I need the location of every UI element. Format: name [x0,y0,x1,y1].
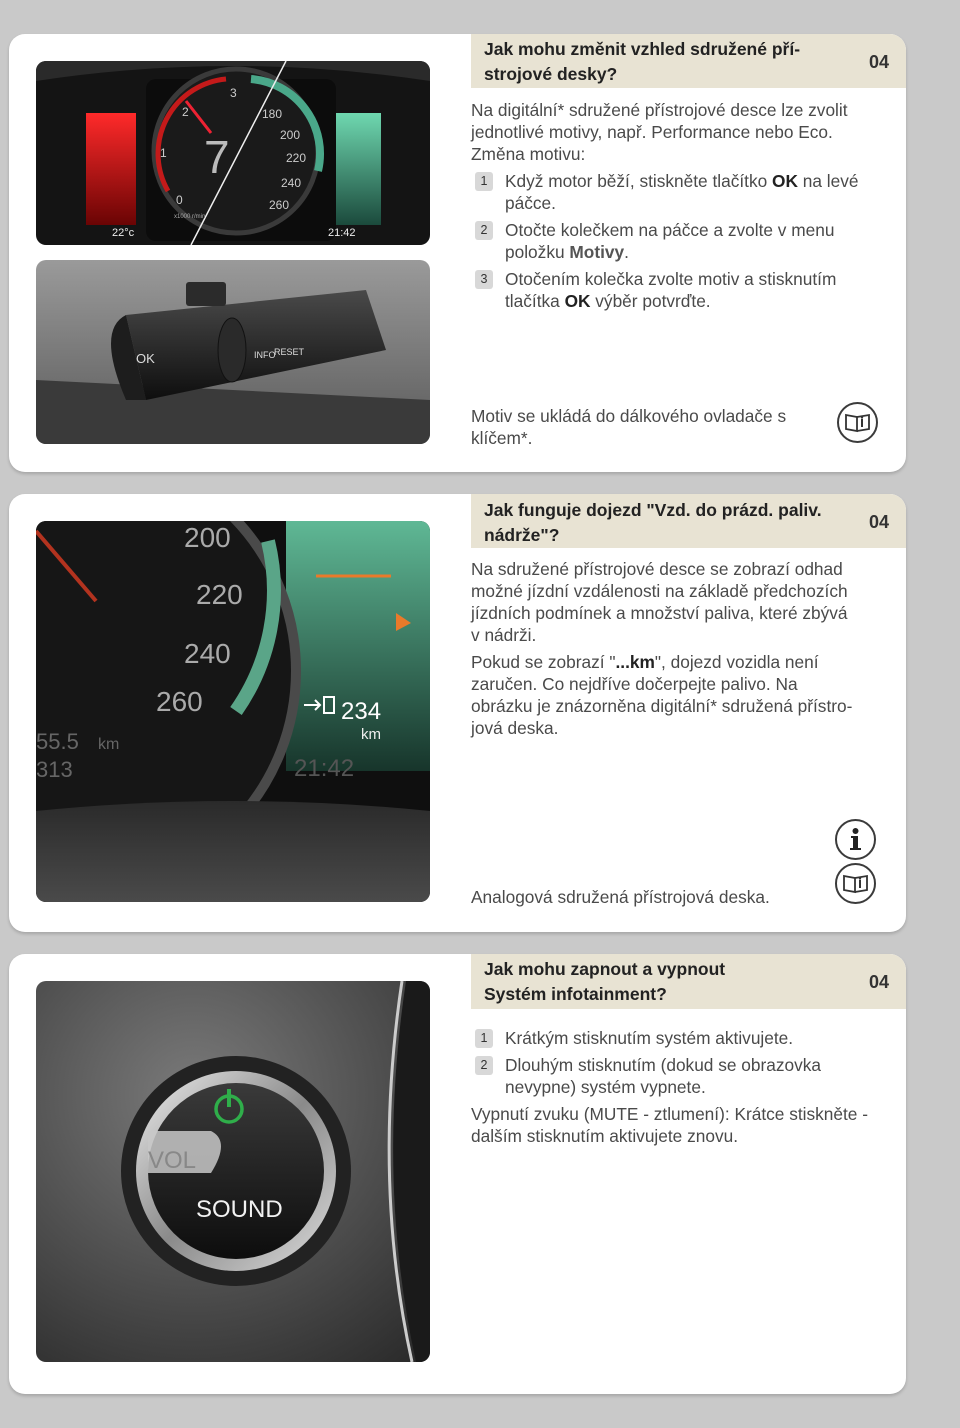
body-line: obrázku je znázorněna digitální* sdružená přístro- [471,696,853,716]
intro-line: jednotlivé motivy, např. Performance nebo Eco. [471,122,833,142]
speed-tick: 260 [156,686,203,717]
section-title-line: strojové desky? [484,64,618,84]
range-value: 234 [341,698,382,725]
rpm-tick: 0 [176,193,183,207]
odometer-value: 313 [36,757,73,782]
step-item [471,1054,891,1098]
body-line: v nádrži. [471,625,537,645]
trip-unit: km [98,736,120,753]
step-keyword: OK [772,171,798,191]
speed-tick: 240 [184,638,231,669]
step-text: Dlouhým stisknutím (dokud se obrazovka nevypne) systém vypnete. [505,1055,821,1097]
step-keyword: OK [564,291,591,311]
clock-readout: 21:42 [294,755,355,782]
step-item [471,170,891,214]
change-label: Změna motivu: [471,144,586,164]
image-caption: Analogová sdružená přístrojová deska. [471,887,770,907]
range-unit: km [361,726,381,743]
speed-tick: 240 [281,176,302,190]
body-line: možné jízdní vzdálenosti na základě předchozích [471,581,848,601]
temperature-readout: 22°c [112,227,135,239]
speed-tick: 180 [262,107,283,121]
manual-icon[interactable] [837,402,878,443]
rpm-tick: 3 [230,86,237,100]
section-title-line: Jak mohu změnit vzhled sdružené pří- [484,39,801,59]
step-text: Otočte kolečkem na páčce a zvolte v menu položku [505,220,835,262]
info-icon[interactable] [835,819,876,860]
step-keyword: Motivy [569,242,625,262]
section-card-range [9,494,906,932]
section-header [471,34,906,88]
range-display-image [36,521,430,902]
speed-tick: 220 [196,579,243,610]
body-keyword: ...km [615,652,655,672]
step-number: 1 [475,172,493,191]
step-text: Krátkým stisknutím systém aktivujete. [505,1028,794,1048]
sound-label: SOUND [196,1196,283,1223]
chapter-number: 04 [868,52,889,72]
clock-readout: 21:42 [328,227,356,239]
digital-cluster-image [36,61,430,245]
body-text: Pokud se zobrazí " [471,652,616,672]
step-number: 2 [475,1056,493,1075]
mute-text: dalším stisknutím aktivujete znovu. [471,1126,739,1146]
step-number: 1 [475,1029,493,1048]
body-line: zaručen. Co nejdříve dočerpejte palivo. Na [471,674,798,694]
power-knob-image [36,981,430,1362]
step-item [471,219,891,263]
rpm-tick: 2 [182,105,189,119]
speed-tick: 200 [184,522,231,553]
body-line: jová deska. [471,718,559,738]
image-caption: Motiv se ukládá do dálkového ovladače s klíčem*. [471,406,787,448]
intro-line: Na digitální* sdružené přístrojové desce lze zvolit [471,100,848,120]
section-header [471,954,906,1009]
speed-tick: 260 [269,198,290,212]
step-text: . [624,242,629,262]
body-line: jízdních podmínek a množství paliva, které zbývá [471,603,848,623]
chapter-number: 04 [868,972,889,992]
step-number: 2 [475,221,493,240]
step-number: 3 [475,270,493,289]
section-header [471,494,906,548]
trip-value: 55.5 [36,729,79,754]
body-line: Na sdružené přístrojové desce se zobrazí odhad [471,559,843,579]
rpm-tick: 1 [160,146,167,160]
stalk-info-label: INFO [254,350,276,360]
section-title-line: Systém infotainment? [484,984,667,1004]
step-text: Když motor běží, stiskněte tlačítko [505,171,773,191]
mute-text: Vypnutí zvuku (MUTE - ztlumení): Krátce stiskněte - [471,1104,868,1124]
step-text: na levé páčce. [505,171,859,213]
step-text: výběr potvrďte. [590,291,711,311]
step-item [471,1027,891,1049]
section-card-instrument-theme [9,34,906,472]
section-title-line: Jak funguje dojezd "Vzd. do prázd. paliv. [484,500,822,520]
step-text: Otočením kolečka zvolte motiv a stisknutím tlačítka [505,269,837,311]
speed-tick: 200 [280,128,301,142]
gear-readout: 7 [204,131,230,183]
stalk-reset-label: RESET [274,347,305,357]
stalk-control-image [36,260,430,444]
speed-tick: 220 [286,151,307,165]
section-body [471,1027,891,1152]
section-card-infotainment [9,954,906,1394]
section-title-line: nádrže"? [484,525,560,545]
section-body [471,99,891,317]
body-text: ", dojezd vozidla není [654,652,819,672]
chapter-number: 04 [868,512,889,532]
section-title-line: Jak mohu zapnout a vypnout [484,959,726,979]
manual-icon[interactable] [835,863,876,904]
vol-label: VOL [148,1147,197,1174]
rpm-unit-label: x1000 r/min [174,214,206,220]
stalk-ok-label: OK [136,351,155,366]
section-body [471,558,891,744]
step-item [471,268,891,312]
